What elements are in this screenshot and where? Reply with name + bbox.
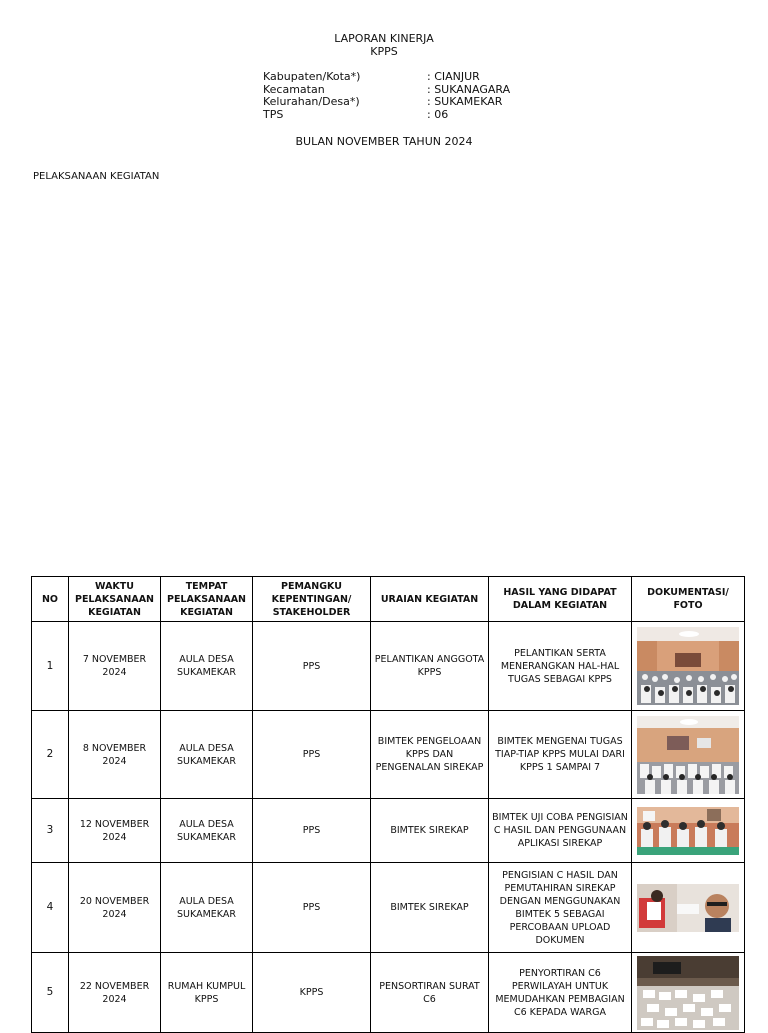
info-row-tps <box>263 109 510 122</box>
info-value: : 06 <box>427 107 449 121</box>
cell-pemangku: PPS <box>253 799 371 863</box>
photo-hall-training <box>637 716 739 794</box>
info-row-kelurahan <box>263 96 510 109</box>
photo-sorting <box>637 956 739 1030</box>
photo-hall-ceremony-image <box>637 627 739 705</box>
cell-no: 1 <box>32 622 69 711</box>
cell-foto <box>632 799 745 863</box>
col-header-hasil: HASIL YANG DIDAPAT DALAM KEGIATAN <box>489 577 632 622</box>
table-header-row <box>32 577 745 622</box>
cell-waktu: 8 NOVEMBER 2024 <box>69 711 161 799</box>
photo-group-training-image <box>637 807 739 855</box>
cell-tempat: AULA DESA SUKAMEKAR <box>161 622 253 711</box>
cell-no: 3 <box>32 799 69 863</box>
cell-foto <box>632 953 745 1033</box>
activity-table <box>31 576 745 1033</box>
info-value: : SUKAMEKAR <box>427 95 503 109</box>
cell-no: 5 <box>32 953 69 1033</box>
cell-hasil: PELANTIKAN SERTA MENERANGKAN HAL-HAL TUGAS SEBAGAI KPPS <box>489 622 632 711</box>
info-label: Kelurahan/Desa*) <box>263 95 360 109</box>
cell-waktu: 12 NOVEMBER 2024 <box>69 799 161 863</box>
table-row <box>32 863 745 953</box>
cell-uraian: BIMTEK SIREKAP <box>371 863 489 953</box>
table-row <box>32 799 745 863</box>
col-header-waktu: WAKTU PELAKSANAAN KEGIATAN <box>69 577 161 622</box>
report-subtitle: KPPS <box>370 45 398 58</box>
cell-pemangku: PPS <box>253 622 371 711</box>
cell-pemangku: KPPS <box>253 953 371 1033</box>
photo-hall-ceremony <box>637 627 739 705</box>
cell-uraian: PELANTIKAN ANGGOTA KPPS <box>371 622 489 711</box>
cell-foto <box>632 622 745 711</box>
cell-uraian: PENSORTIRAN SURAT C6 <box>371 953 489 1033</box>
photo-hall-training-image <box>637 716 739 794</box>
col-header-uraian: URAIAN KEGIATAN <box>371 577 489 622</box>
cell-waktu: 22 NOVEMBER 2024 <box>69 953 161 1033</box>
cell-no: 4 <box>32 863 69 953</box>
photo-selfie <box>637 884 739 932</box>
cell-hasil: PENGISIAN C HASIL DAN PEMUTAHIRAN SIREKAP DENGAN MENGGUNAKAN BIMTEK 5 SEBAGAI PERCOBAAN UPLOAD DOKUMEN <box>489 863 632 953</box>
cell-uraian: BIMTEK SIREKAP <box>371 799 489 863</box>
cell-tempat: RUMAH KUMPUL KPPS <box>161 953 253 1033</box>
col-header-no: NO <box>32 577 69 622</box>
info-value: : SUKANAGARA <box>427 82 511 96</box>
cell-no: 2 <box>32 711 69 799</box>
cell-foto <box>632 863 745 953</box>
cell-uraian: BIMTEK PENGELOAAN KPPS DAN PENGENALAN SIREKAP <box>371 711 489 799</box>
info-label: TPS <box>263 107 284 121</box>
location-info <box>263 71 510 121</box>
cell-tempat: AULA DESA SUKAMEKAR <box>161 863 253 953</box>
cell-waktu: 20 NOVEMBER 2024 <box>69 863 161 953</box>
table-row <box>32 953 745 1033</box>
report-title: LAPORAN KINERJA <box>334 32 434 45</box>
report-period: BULAN NOVEMBER TAHUN 2024 <box>295 135 473 148</box>
section-title: PELAKSANAAN KEGIATAN <box>33 171 160 182</box>
cell-tempat: AULA DESA SUKAMEKAR <box>161 711 253 799</box>
col-header-foto: DOKUMENTASI/ FOTO <box>632 577 745 622</box>
cell-hasil: BIMTEK MENGENAI TUGAS TIAP-TIAP KPPS MULAI DARI KPPS 1 SAMPAI 7 <box>489 711 632 799</box>
photo-selfie-image <box>637 884 739 932</box>
table-row <box>32 622 745 711</box>
cell-tempat: AULA DESA SUKAMEKAR <box>161 799 253 863</box>
cell-pemangku: PPS <box>253 863 371 953</box>
cell-hasil: BIMTEK UJI COBA PENGISIAN C HASIL DAN PENGGUNAAN APLIKASI SIREKAP <box>489 799 632 863</box>
col-header-pemangku: PEMANGKU KEPENTINGAN/ STAKEHOLDER <box>253 577 371 622</box>
table-row <box>32 711 745 799</box>
info-label: Kecamatan <box>263 82 325 96</box>
info-value: : CIANJUR <box>427 70 480 83</box>
photo-sorting-image <box>637 956 739 1030</box>
cell-waktu: 7 NOVEMBER 2024 <box>69 622 161 711</box>
photo-group-training <box>637 807 739 855</box>
info-label: Kabupaten/Kota*) <box>263 70 361 83</box>
info-row-kabupaten <box>263 71 510 84</box>
cell-hasil: PENYORTIRAN C6 PERWILAYAH UNTUK MEMUDAHKAN PEMBAGIAN C6 KEPADA WARGA <box>489 953 632 1033</box>
cell-foto <box>632 711 745 799</box>
col-header-tempat: TEMPAT PELAKSANAAN KEGIATAN <box>161 577 253 622</box>
cell-pemangku: PPS <box>253 711 371 799</box>
